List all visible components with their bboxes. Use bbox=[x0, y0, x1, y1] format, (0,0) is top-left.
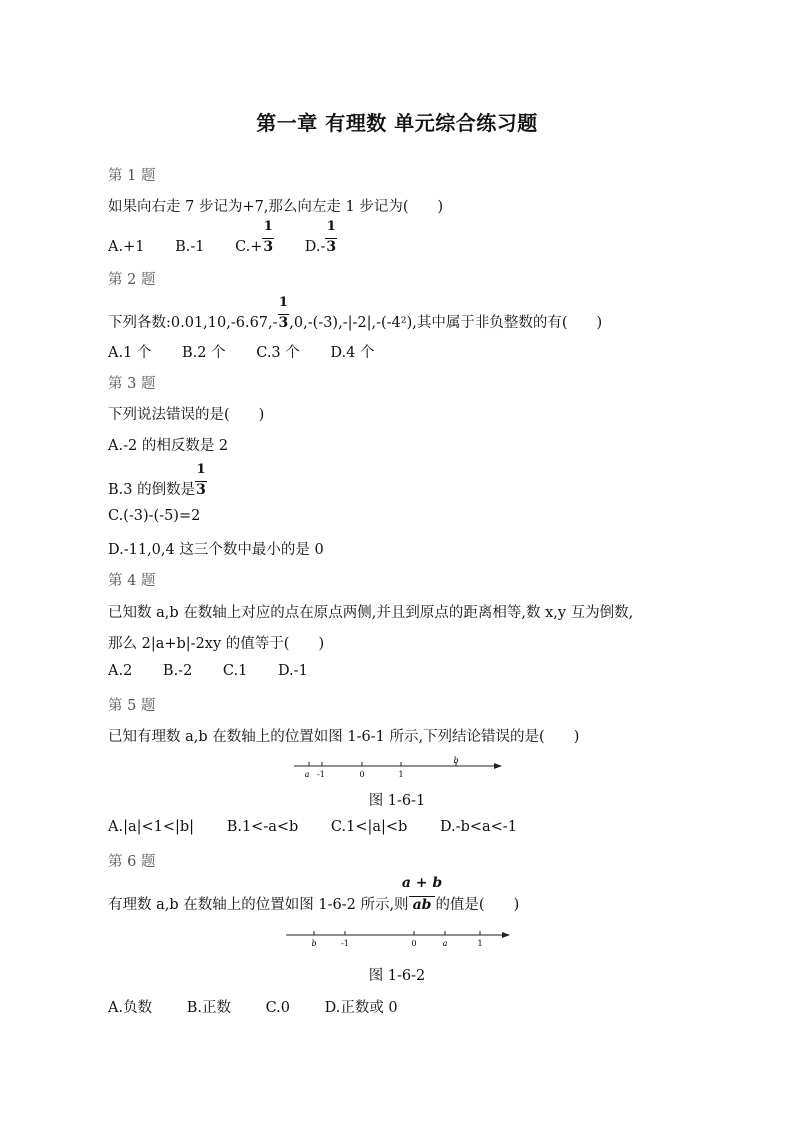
q3-option-b[interactable]: B.3 的倒数是 $\frac{1}{3}$ bbox=[108, 462, 206, 498]
axis-label-0: 0 bbox=[411, 939, 417, 948]
q2-option-d[interactable]: D.4 个 bbox=[330, 345, 375, 361]
question-1-stem: 如果向右走 7 步记为+7,那么向左走 1 步记为( ) bbox=[108, 199, 444, 215]
q1-option-d[interactable]: D.- $\frac{1}{3}$ bbox=[304, 219, 337, 255]
question-4-stem-line-2: 那么 2|a+b|-2xy 的值等于( ) bbox=[108, 636, 325, 652]
question-5-heading: 第 5 题 bbox=[108, 698, 156, 714]
q6-option-d[interactable]: D.正数或 0 bbox=[324, 1000, 398, 1016]
fraction: $\frac{1}{3}$ bbox=[326, 219, 337, 255]
axis-label-b: b bbox=[311, 939, 317, 948]
fraction: $\frac{1}{3}$ bbox=[196, 462, 206, 498]
q4-option-b[interactable]: B.-2 bbox=[162, 663, 193, 679]
question-6-heading: 第 6 题 bbox=[108, 854, 156, 870]
q1-option-a[interactable]: A.+1 bbox=[108, 239, 145, 255]
q6-option-a[interactable]: A.负数 bbox=[108, 1000, 153, 1016]
q5-option-c[interactable]: C.1<|a|<b bbox=[330, 819, 408, 835]
q5-option-d[interactable]: D.-b<a<-1 bbox=[439, 819, 517, 835]
question-5-options bbox=[108, 819, 517, 835]
axis-label-a: a bbox=[442, 939, 448, 948]
q3-option-d[interactable]: D.-11,0,4 这三个数中最小的是 0 bbox=[108, 542, 324, 558]
q4-option-d[interactable]: D.-1 bbox=[277, 663, 308, 679]
figure-caption-1: 图 1-6-1 bbox=[368, 793, 426, 809]
question-4-stem-line-1: 已知数 a,b 在数轴上对应的点在原点两侧,并且到原点的距离相等,数 x,y 互为倒数, bbox=[108, 605, 634, 621]
axis-label-minus-1: -1 bbox=[317, 770, 325, 779]
axis-label-1: 1 bbox=[398, 770, 404, 779]
page-title: 第一章 有理数 单元综合练习题 bbox=[256, 111, 538, 135]
q3-option-a[interactable]: A.-2 的相反数是 2 bbox=[108, 438, 229, 454]
axis-label-a: a bbox=[304, 770, 310, 779]
q2-option-a[interactable]: A.1 个 bbox=[108, 345, 152, 361]
q3-option-c[interactable]: C.(-3)-(-5)=2 bbox=[108, 508, 201, 524]
fraction: $\frac{1}{3}$ bbox=[263, 219, 274, 255]
q5-option-a[interactable]: A.|a|<1<|b| bbox=[108, 819, 195, 835]
q1-option-b[interactable]: B.-1 bbox=[175, 239, 205, 255]
q4-option-a[interactable]: A.2 bbox=[108, 663, 133, 679]
question-3-heading: 第 3 题 bbox=[108, 376, 156, 392]
question-2-heading: 第 2 题 bbox=[108, 272, 156, 288]
number-line-figure-1 bbox=[288, 756, 508, 780]
axis-label-1: 1 bbox=[477, 939, 483, 948]
axis-label-0: 0 bbox=[359, 770, 365, 779]
q2-option-b[interactable]: B.2 个 bbox=[182, 345, 226, 361]
q1-option-c[interactable]: C.+ $\frac{1}{3}$ bbox=[235, 219, 274, 255]
figure-caption-2: 图 1-6-2 bbox=[368, 968, 426, 984]
question-1-options bbox=[108, 219, 337, 255]
q6-option-b[interactable]: B.正数 bbox=[186, 1000, 231, 1016]
question-4-heading: 第 4 题 bbox=[108, 573, 156, 589]
question-2-options bbox=[108, 341, 374, 362]
fraction: $\frac{1}{3}$ bbox=[278, 295, 289, 331]
question-2-stem: 下列各数:0.01,10,-6.67,- $\frac{1}{3},0,-(-3),-|-2|,-(-4^2)$,其中属于非负整数的有( ) bbox=[108, 295, 603, 331]
q5-option-b[interactable]: B.1<-a<b bbox=[226, 819, 299, 835]
question-3-stem: 下列说法错误的是( ) bbox=[108, 407, 265, 423]
question-6-options bbox=[108, 996, 398, 1017]
q4-option-c[interactable]: C.1 bbox=[222, 663, 248, 679]
q2-option-c[interactable]: C.3 个 bbox=[256, 345, 300, 361]
fraction: $\frac{a + b}{ab}$ bbox=[401, 875, 443, 913]
question-1-heading: 第 1 题 bbox=[108, 168, 156, 184]
question-4-options bbox=[108, 663, 308, 679]
number-line-figure-2 bbox=[282, 926, 518, 950]
axis-label-b: b bbox=[453, 756, 459, 765]
axis-label-minus-1: -1 bbox=[341, 939, 349, 948]
question-6-stem: 有理数 a,b 在数轴上的位置如图 1-6-2 所示,则 $\frac{a + b}{ab}$的值是( ) bbox=[108, 875, 520, 913]
question-5-stem: 已知有理数 a,b 在数轴上的位置如图 1-6-1 所示,下列结论错误的是( ) bbox=[108, 729, 580, 745]
q6-option-c[interactable]: C.0 bbox=[265, 1000, 290, 1016]
